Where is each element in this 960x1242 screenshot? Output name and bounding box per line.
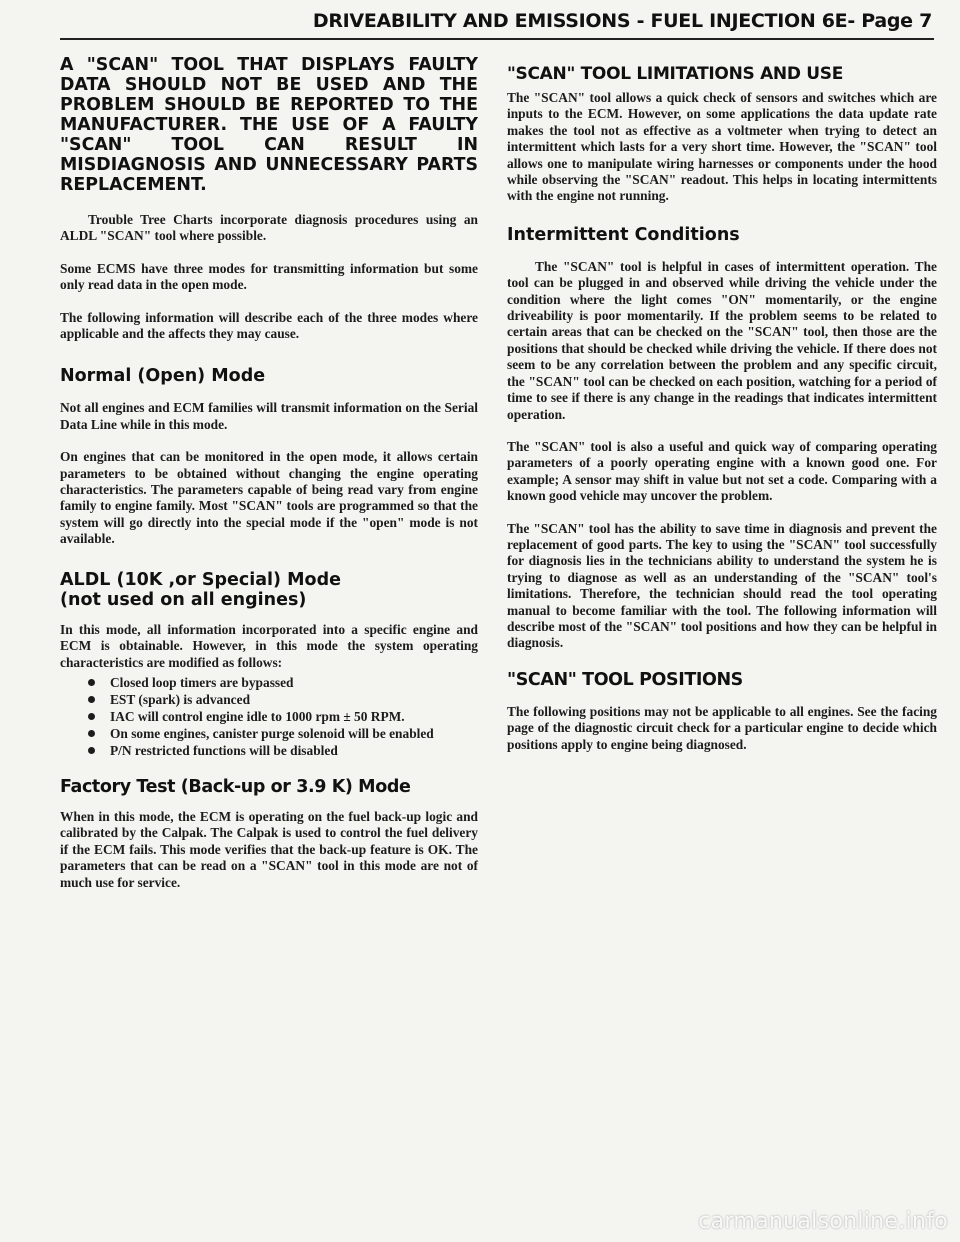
intro-paragraph-2: Some ECMS have three modes for transmitting information but some only read data in the open mode.	[60, 260, 478, 293]
factory-test-paragraph: When in this mode, the ECM is operating on the fuel back-up logic and calibrated by the Calpak. The Calpak is used to control the fuel delivery if the ECM fails. This mode verifies that the back-up feature is OK. The parameters that can be read on a "SCAN" tool in this mode are not of much use for service.	[60, 808, 478, 890]
bullet-icon	[88, 713, 95, 720]
limitations-heading: "SCAN" TOOL LIMITATIONS AND USE	[507, 64, 844, 84]
factory-test-heading: Factory Test (Back-up or 3.9 K) Mode	[60, 776, 411, 797]
right-column	[507, 55, 937, 769]
limitations-paragraph: The "SCAN" tool allows a quick check of sensors and switches which are inputs to the ECM. However, on some applications the data update rate makes the tool not as effective as a voltmeter when trying to detect an intermittent which lasts for a very short time. However, the "SCAN" tool allows one to manipulate wiring harnesses or components under the hood while observing the "SCAN" readout. This helps in locating intermittents with the engine not running.	[507, 90, 937, 204]
page-header: DRIVEABILITY AND EMISSIONS - FUEL INJECTION 6E- Page 7	[312, 10, 932, 32]
aldl-heading-line-1: ALDL (10K ,or Special) Mode	[60, 569, 341, 590]
list-item: Closed loop timers are bypassed	[88, 675, 478, 691]
normal-mode-paragraph-2: On engines that can be monitored in the open mode, it allows certain parameters to be obtained without changing the engine operating characteristics. The parameters capable of being read vary from engine family to engine family. Most "SCAN" tools are programmed so that the system will go directly into the special mode if the "open" mode is not available.	[60, 449, 478, 547]
bullet-icon	[88, 696, 95, 703]
aldl-heading-line-2: (not used on all engines)	[60, 589, 307, 610]
bullet-icon	[88, 679, 95, 686]
intermittent-heading: Intermittent Conditions	[507, 224, 740, 245]
intro-paragraph-3: The following information will describe each of the three modes where applicable and the affects they may cause.	[60, 309, 478, 342]
list-item: P/N restricted functions will be disabled	[88, 743, 478, 759]
watermark: carmanualsonline.info	[698, 1209, 948, 1234]
header-rule	[60, 38, 934, 40]
list-item: EST (spark) is advanced	[88, 692, 478, 708]
intro-paragraph-1: Trouble Tree Charts incorporate diagnosis procedures using an ALDL "SCAN" tool where possible.	[60, 212, 478, 244]
warning-notice: A "SCAN" TOOL THAT DISPLAYS FAULTY DATA SHOULD NOT BE USED AND THE PROBLEM SHOULD BE REPORTED TO THE MANUFACTURER. THE USE OF A FAULTY "SCAN" TOOL CAN RESULT IN MISDIAGNOSIS AND UNNECESSARY PARTS REPLACEMENT.	[60, 55, 478, 195]
normal-mode-paragraph-1: Not all engines and ECM families will transmit information on the Serial Data Line while in this mode.	[60, 400, 478, 432]
aldl-mode-paragraph: In this mode, all information incorporated into a specific engine and ECM is obtainable. However, in this mode the system operating characteristics are modified as follows:	[60, 621, 478, 670]
normal-mode-heading: Normal (Open) Mode	[60, 366, 266, 387]
positions-heading: "SCAN" TOOL POSITIONS	[507, 669, 743, 690]
bullet-icon	[88, 747, 95, 754]
list-item: On some engines, canister purge solenoid will be enabled	[88, 726, 478, 742]
aldl-mode-heading	[60, 570, 478, 610]
positions-paragraph: The following positions may not be applicable to all engines. See the facing page of the diagnostic circuit check for a particular engine to decide which positions apply to engine being diagnosed.	[507, 703, 937, 752]
aldl-bullet-list	[60, 675, 478, 759]
intermittent-paragraph-1: The "SCAN" tool is helpful in cases of intermittent operation. The tool can be plugged in and observed while driving the vehicle under the condition where the light comes "ON" momentarily, or the engine driveability is poor momentarily. If the problem seems to be related to certain areas that can be checked on the "SCAN" tool, then those are the positions that should be checked while driving the vehicle. If there does not seem to be any correlation between the problem and any specific circuit, the "SCAN" tool can be checked on each position, watching for a period of time to see if there is any change in the readings that indicates intermittent operation.	[507, 258, 937, 422]
intermittent-paragraph-2: The "SCAN" tool is also a useful and quick way of comparing operating parameters of a poorly operating engine with a known good one. For example; A sensor may shift in value but not set a code. Comparing with a known good vehicle may uncover the problem.	[507, 438, 937, 504]
left-column	[60, 55, 478, 907]
list-item: IAC will control engine idle to 1000 rpm ± 50 RPM.	[88, 709, 478, 725]
bullet-icon	[88, 730, 95, 737]
intermittent-paragraph-3: The "SCAN" tool has the ability to save time in diagnosis and prevent the replacement of good parts. The key to using the "SCAN" tool successfully for diagnosis lies in the technicians ability to understand the system he is trying to diagnose as well as an understanding of the "SCAN" tool's limitations. Therefore, the technician should read the tool operating manual to become familiar with the tool. The following information will describe most of the "SCAN" tool positions and how they can be helpful in diagnosis.	[507, 520, 937, 651]
